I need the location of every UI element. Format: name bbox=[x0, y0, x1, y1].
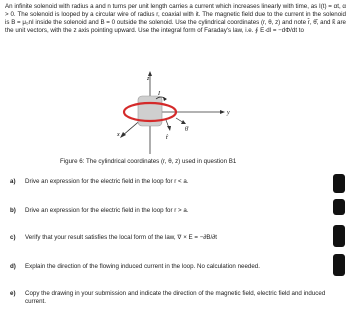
problem-intro: An infinite solenoid with radius a and n turns per unit length carries a current which increases linearly with time, as I(t) = αt, α > 0. The solenoid is looped by a circular wire of radius r, coaxial with it. The magnetic field due to the current in the solenoid is B = μ₀nI inside the solenoid and B = 0 outside the solenoid. Use the cylindrical coordinates (r, θ, z) and note r̂, θ̂, and k̂ are the unit vectors, with the z axis pointing upward. Use the integral form of Faraday's law, i.e. ∮ E·dl = −dΦ/dt to bbox=[5, 3, 346, 35]
question-label: d) bbox=[10, 263, 16, 270]
redaction-mark bbox=[333, 174, 345, 193]
current-label: I bbox=[158, 91, 160, 97]
question-label: c) bbox=[10, 234, 16, 241]
question-text: Copy the drawing in your submission and indicate the direction of the magnetic field, electric field and induced current. bbox=[25, 290, 326, 305]
redaction-mark bbox=[333, 225, 345, 247]
x-label: x bbox=[117, 132, 120, 138]
question-c bbox=[10, 234, 340, 244]
question-label: b) bbox=[10, 207, 16, 214]
question-label: e) bbox=[10, 290, 16, 297]
cylindrical-coordinates-figure bbox=[72, 68, 242, 158]
theta-hat-label: θ̂ bbox=[185, 127, 188, 133]
question-text: Drive an expression for the electric field in the loop for r > a. bbox=[25, 207, 189, 214]
question-a bbox=[10, 178, 340, 188]
question-label: a) bbox=[10, 178, 16, 185]
redaction-mark bbox=[333, 199, 345, 215]
y-label: y bbox=[227, 110, 230, 116]
question-text: Explain the direction of the flowing induced current in the loop. No calculation needed. bbox=[25, 263, 260, 270]
figure-caption: Figure 6: The cylindrical coordinates (r, θ, z) used in question B1 bbox=[60, 158, 237, 165]
question-text: Drive an expression for the electric field in the loop for r < a. bbox=[25, 178, 189, 185]
r-hat-label: r̂ bbox=[166, 135, 168, 141]
z-label: z bbox=[147, 76, 150, 82]
question-text: Verify that your result satisfies the local form of the law, ∇ × E = −∂B/∂t bbox=[25, 234, 218, 241]
question-e bbox=[10, 290, 344, 308]
redaction-mark bbox=[333, 254, 345, 276]
y-axis-arrow bbox=[220, 110, 225, 114]
question-d bbox=[10, 263, 340, 273]
question-b bbox=[10, 207, 340, 217]
